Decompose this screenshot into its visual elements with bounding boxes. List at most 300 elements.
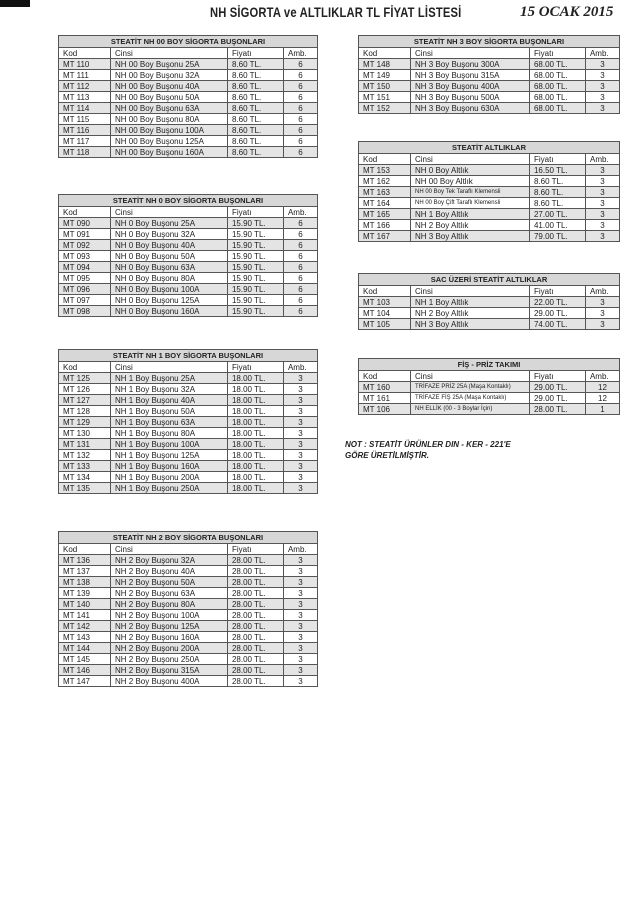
note-line: GÖRE ÜRETİLMİŞTİR. (345, 451, 429, 460)
column-header-kod: Kod (359, 48, 411, 59)
product-price: 29.00 TL. (529, 308, 585, 319)
product-code: MT 164 (359, 198, 411, 209)
package-qty: 6 (283, 92, 317, 103)
product-code: MT 166 (359, 220, 411, 231)
product-price: 29.00 TL. (529, 393, 585, 404)
product-name: NH 1 Boy Altlık (411, 297, 530, 308)
product-code: MT 134 (59, 472, 111, 483)
table-row (359, 308, 620, 319)
product-price: 8.60 TL. (529, 198, 585, 209)
product-price: 15.90 TL. (227, 295, 283, 306)
product-name: TRİFAZE FİŞ 25A (Maşa Kontaklı) (411, 393, 530, 404)
column-header-fiyati: Fiyatı (529, 286, 585, 297)
product-price: 8.60 TL. (529, 176, 585, 187)
column-header-fiyati: Fiyatı (227, 544, 283, 555)
product-price: 8.60 TL. (227, 125, 283, 136)
product-price: 8.60 TL. (227, 103, 283, 114)
section-nh0-fuses (58, 194, 318, 317)
product-code: MT 104 (359, 308, 411, 319)
product-name: NH 2 Boy Buşonu 315A (111, 665, 228, 676)
document-date: 15 OCAK 2015 (520, 4, 614, 20)
product-name: NH 1 Boy Buşonu 63A (111, 417, 228, 428)
product-name: NH 2 Boy Buşonu 125A (111, 621, 228, 632)
column-header-cinsi: Cinsi (111, 207, 228, 218)
product-name: NH 2 Boy Buşonu 63A (111, 588, 228, 599)
table-row (59, 577, 318, 588)
table-row (59, 483, 318, 494)
product-code: MT 115 (59, 114, 111, 125)
package-qty: 3 (283, 483, 317, 494)
product-name: NH 3 Boy Altlık (411, 319, 530, 330)
table-row (59, 81, 318, 92)
product-name: NH ELLİK (00 - 3 Boylar İçin) (411, 404, 530, 415)
package-qty: 3 (585, 92, 619, 103)
table-row (59, 566, 318, 577)
package-qty: 3 (283, 665, 317, 676)
product-code: MT 114 (59, 103, 111, 114)
product-code: MT 097 (59, 295, 111, 306)
product-price: 15.90 TL. (227, 273, 283, 284)
product-price: 22.00 TL. (529, 297, 585, 308)
table-row (59, 621, 318, 632)
product-name: NH 1 Boy Buşonu 40A (111, 395, 228, 406)
package-qty: 3 (283, 610, 317, 621)
product-name: NH 00 Boy Çift Taraflı Klemensli (411, 198, 530, 209)
section-title: STEATİT NH 0 BOY SİGORTA BUŞONLARI (59, 195, 318, 207)
product-price: 28.00 TL. (227, 676, 283, 687)
product-name: NH 0 Boy Buşonu 40A (111, 240, 228, 251)
product-code: MT 130 (59, 428, 111, 439)
product-code: MT 146 (59, 665, 111, 676)
product-price: 8.60 TL. (227, 81, 283, 92)
product-code: MT 161 (359, 393, 411, 404)
product-name: NH 1 Boy Buşonu 100A (111, 439, 228, 450)
package-qty: 6 (283, 218, 317, 229)
product-price: 8.60 TL. (227, 92, 283, 103)
section-bases (358, 141, 620, 242)
product-code: MT 125 (59, 373, 111, 384)
product-price: 28.00 TL. (227, 654, 283, 665)
product-price: 68.00 TL. (529, 92, 585, 103)
product-code: MT 138 (59, 577, 111, 588)
product-code: MT 098 (59, 306, 111, 317)
table-row (359, 165, 620, 176)
table-row (59, 406, 318, 417)
package-qty: 3 (283, 439, 317, 450)
table-row (59, 273, 318, 284)
product-name: NH 0 Boy Buşonu 125A (111, 295, 228, 306)
table-row (59, 676, 318, 687)
package-qty: 3 (283, 621, 317, 632)
package-qty: 1 (585, 404, 619, 415)
price-table (58, 531, 318, 687)
product-price: 28.00 TL. (227, 566, 283, 577)
table-row (59, 555, 318, 566)
product-code: MT 096 (59, 284, 111, 295)
column-header-fiyati: Fiyatı (227, 207, 283, 218)
product-price: 28.00 TL. (227, 621, 283, 632)
package-qty: 6 (283, 229, 317, 240)
product-name: NH 0 Boy Buşonu 50A (111, 251, 228, 262)
section-title: STEATİT NH 2 BOY SİGORTA BUŞONLARI (59, 532, 318, 544)
table-row (359, 393, 620, 404)
table-row (59, 599, 318, 610)
product-name: NH 1 Boy Altlık (411, 209, 530, 220)
package-qty: 3 (283, 417, 317, 428)
table-row (59, 103, 318, 114)
product-price: 18.00 TL. (227, 395, 283, 406)
product-code: MT 111 (59, 70, 111, 81)
product-name: NH 2 Boy Buşonu 160A (111, 632, 228, 643)
product-name: NH 2 Boy Buşonu 40A (111, 566, 228, 577)
product-price: 18.00 TL. (227, 472, 283, 483)
product-code: MT 092 (59, 240, 111, 251)
package-qty: 3 (585, 59, 619, 70)
product-code: MT 152 (359, 103, 411, 114)
table-row (59, 461, 318, 472)
product-code: MT 136 (59, 555, 111, 566)
table-row (359, 176, 620, 187)
product-code: MT 090 (59, 218, 111, 229)
package-qty: 3 (283, 395, 317, 406)
column-header-cinsi: Cinsi (411, 286, 530, 297)
table-row (59, 610, 318, 621)
product-name: NH 2 Boy Buşonu 80A (111, 599, 228, 610)
product-price: 18.00 TL. (227, 439, 283, 450)
table-row (359, 231, 620, 242)
price-table (358, 35, 620, 114)
package-qty: 6 (283, 59, 317, 70)
price-table (358, 141, 620, 242)
package-qty: 3 (585, 187, 619, 198)
product-code: MT 165 (359, 209, 411, 220)
package-qty: 3 (283, 428, 317, 439)
column-header-fiyati: Fiyatı (529, 154, 585, 165)
product-code: MT 149 (359, 70, 411, 81)
column-header-kod: Kod (59, 544, 111, 555)
table-row (359, 92, 620, 103)
product-name: NH 2 Boy Buşonu 200A (111, 643, 228, 654)
table-row (359, 198, 620, 209)
product-name: NH 1 Boy Buşonu 160A (111, 461, 228, 472)
product-price: 8.60 TL. (227, 70, 283, 81)
product-name: NH 1 Boy Buşonu 80A (111, 428, 228, 439)
section-nh2-fuses (58, 531, 318, 687)
price-table (58, 35, 318, 158)
table-row (59, 295, 318, 306)
table-row (59, 654, 318, 665)
package-qty: 6 (283, 295, 317, 306)
column-header-fiyati: Fiyatı (227, 362, 283, 373)
package-qty: 12 (585, 382, 619, 393)
product-name: NH 1 Boy Buşonu 32A (111, 384, 228, 395)
package-qty: 3 (283, 577, 317, 588)
product-code: MT 147 (59, 676, 111, 687)
table-row (359, 209, 620, 220)
product-price: 28.00 TL. (227, 555, 283, 566)
product-price: 18.00 TL. (227, 450, 283, 461)
product-code: MT 153 (359, 165, 411, 176)
product-name: TRİFAZE PRİZ 25A (Maşa Kontaklı) (411, 382, 530, 393)
note (345, 439, 525, 461)
column-header-cinsi: Cinsi (111, 48, 228, 59)
package-qty: 3 (585, 209, 619, 220)
table-row (59, 125, 318, 136)
product-price: 18.00 TL. (227, 417, 283, 428)
product-price: 8.60 TL. (227, 147, 283, 158)
section-title: SAC ÜZERİ STEATİT ALTLIKLAR (359, 274, 620, 286)
table-row (359, 187, 620, 198)
product-name: NH 2 Boy Buşonu 400A (111, 676, 228, 687)
product-price: 8.60 TL. (227, 114, 283, 125)
product-price: 15.90 TL. (227, 306, 283, 317)
product-price: 68.00 TL. (529, 59, 585, 70)
product-code: MT 132 (59, 450, 111, 461)
product-code: MT 144 (59, 643, 111, 654)
package-qty: 3 (283, 450, 317, 461)
column-header-kod: Kod (59, 362, 111, 373)
product-name: NH 00 Boy Tek Taraflı Klemensli (411, 187, 530, 198)
column-header-amb: Amb. (585, 286, 619, 297)
product-code: MT 127 (59, 395, 111, 406)
product-name: NH 1 Boy Buşonu 250A (111, 483, 228, 494)
package-qty: 3 (283, 643, 317, 654)
product-price: 28.00 TL. (227, 610, 283, 621)
product-name: NH 3 Boy Buşonu 630A (411, 103, 530, 114)
product-name: NH 0 Boy Buşonu 25A (111, 218, 228, 229)
table-row (59, 643, 318, 654)
table-row (59, 218, 318, 229)
product-price: 18.00 TL. (227, 483, 283, 494)
product-code: MT 095 (59, 273, 111, 284)
column-header-amb: Amb. (283, 48, 317, 59)
table-row (359, 103, 620, 114)
package-qty: 3 (283, 588, 317, 599)
product-code: MT 145 (59, 654, 111, 665)
table-row (359, 319, 620, 330)
column-header-cinsi: Cinsi (411, 371, 530, 382)
table-row (359, 220, 620, 231)
product-code: MT 150 (359, 81, 411, 92)
table-row (59, 417, 318, 428)
package-qty: 3 (283, 676, 317, 687)
package-qty: 12 (585, 393, 619, 404)
column-header-fiyati: Fiyatı (227, 48, 283, 59)
column-header-cinsi: Cinsi (411, 48, 530, 59)
package-qty: 6 (283, 125, 317, 136)
product-price: 18.00 TL. (227, 373, 283, 384)
product-name: NH 2 Boy Altlık (411, 308, 530, 319)
product-price: 27.00 TL. (529, 209, 585, 220)
product-price: 15.90 TL. (227, 284, 283, 295)
product-name: NH 0 Boy Buşonu 160A (111, 306, 228, 317)
table-row (59, 439, 318, 450)
column-header-kod: Kod (359, 286, 411, 297)
price-table (358, 358, 620, 415)
section-title: STEATİT ALTLIKLAR (359, 142, 620, 154)
table-row (59, 450, 318, 461)
product-code: MT 143 (59, 632, 111, 643)
product-code: MT 116 (59, 125, 111, 136)
product-code: MT 163 (359, 187, 411, 198)
product-code: MT 094 (59, 262, 111, 273)
table-row (59, 92, 318, 103)
product-price: 18.00 TL. (227, 461, 283, 472)
column-header-cinsi: Cinsi (111, 544, 228, 555)
product-price: 74.00 TL. (529, 319, 585, 330)
package-qty: 3 (585, 220, 619, 231)
product-name: NH 00 Boy Buşonu 125A (111, 136, 228, 147)
package-qty: 6 (283, 114, 317, 125)
table-row (359, 59, 620, 70)
section-plug-socket (358, 358, 620, 415)
table-row (59, 59, 318, 70)
product-name: NH 0 Boy Altlık (411, 165, 530, 176)
product-price: 8.60 TL. (529, 187, 585, 198)
column-header-cinsi: Cinsi (111, 362, 228, 373)
product-name: NH 3 Boy Buşonu 315A (411, 70, 530, 81)
column-header-kod: Kod (59, 48, 111, 59)
corner-mark (0, 0, 30, 7)
column-header-amb: Amb. (283, 544, 317, 555)
package-qty: 3 (585, 70, 619, 81)
product-price: 15.90 TL. (227, 240, 283, 251)
product-code: MT 142 (59, 621, 111, 632)
table-row (59, 472, 318, 483)
package-qty: 6 (283, 70, 317, 81)
product-price: 28.00 TL. (227, 588, 283, 599)
product-code: MT 141 (59, 610, 111, 621)
product-price: 29.00 TL. (529, 382, 585, 393)
product-name: NH 1 Boy Buşonu 25A (111, 373, 228, 384)
package-qty: 3 (585, 308, 619, 319)
product-name: NH 1 Boy Buşonu 125A (111, 450, 228, 461)
package-qty: 3 (283, 406, 317, 417)
package-qty: 6 (283, 103, 317, 114)
product-name: NH 0 Boy Buşonu 63A (111, 262, 228, 273)
table-row (59, 384, 318, 395)
column-header-amb: Amb. (585, 371, 619, 382)
product-price: 16.50 TL. (529, 165, 585, 176)
product-price: 15.90 TL. (227, 262, 283, 273)
product-name: NH 2 Boy Altlık (411, 220, 530, 231)
product-code: MT 093 (59, 251, 111, 262)
table-row (359, 70, 620, 81)
table-row (59, 70, 318, 81)
column-header-kod: Kod (59, 207, 111, 218)
product-price: 68.00 TL. (529, 70, 585, 81)
product-price: 68.00 TL. (529, 81, 585, 92)
section-title: STEATİT NH 3 BOY SİGORTA BUŞONLARI (359, 36, 620, 48)
table-row (59, 284, 318, 295)
product-code: MT 167 (359, 231, 411, 242)
product-code: MT 137 (59, 566, 111, 577)
product-name: NH 00 Boy Altlık (411, 176, 530, 187)
table-row (59, 588, 318, 599)
product-code: MT 135 (59, 483, 111, 494)
table-row (59, 240, 318, 251)
product-code: MT 113 (59, 92, 111, 103)
product-code: MT 162 (359, 176, 411, 187)
product-price: 15.90 TL. (227, 218, 283, 229)
column-header-kod: Kod (359, 371, 411, 382)
product-price: 8.60 TL. (227, 59, 283, 70)
price-table (58, 194, 318, 317)
product-name: NH 0 Boy Buşonu 100A (111, 284, 228, 295)
table-row (59, 229, 318, 240)
section-nh3-fuses (358, 35, 620, 114)
table-row (59, 136, 318, 147)
product-code: MT 140 (59, 599, 111, 610)
package-qty: 3 (283, 373, 317, 384)
column-header-amb: Amb. (283, 207, 317, 218)
package-qty: 6 (283, 81, 317, 92)
product-name: NH 1 Boy Buşonu 200A (111, 472, 228, 483)
product-code: MT 160 (359, 382, 411, 393)
product-name: NH 00 Boy Buşonu 32A (111, 70, 228, 81)
product-name: NH 3 Boy Buşonu 400A (411, 81, 530, 92)
table-row (59, 147, 318, 158)
package-qty: 3 (283, 555, 317, 566)
product-code: MT 129 (59, 417, 111, 428)
product-name: NH 0 Boy Buşonu 80A (111, 273, 228, 284)
column-header-kod: Kod (359, 154, 411, 165)
package-qty: 6 (283, 136, 317, 147)
section-title: STEATİT NH 1 BOY SİGORTA BUŞONLARI (59, 350, 318, 362)
package-qty: 3 (283, 384, 317, 395)
table-row (359, 297, 620, 308)
product-code: MT 106 (359, 404, 411, 415)
product-name: NH 2 Boy Buşonu 250A (111, 654, 228, 665)
table-row (59, 428, 318, 439)
product-price: 28.00 TL. (227, 643, 283, 654)
product-name: NH 00 Boy Buşonu 50A (111, 92, 228, 103)
package-qty: 6 (283, 284, 317, 295)
package-qty: 6 (283, 240, 317, 251)
product-code: MT 112 (59, 81, 111, 92)
product-name: NH 00 Boy Buşonu 25A (111, 59, 228, 70)
product-name: NH 2 Boy Buşonu 50A (111, 577, 228, 588)
product-price: 15.90 TL. (227, 251, 283, 262)
table-row (59, 665, 318, 676)
product-code: MT 103 (359, 297, 411, 308)
package-qty: 6 (283, 147, 317, 158)
package-qty: 3 (283, 654, 317, 665)
product-code: MT 148 (359, 59, 411, 70)
product-price: 28.00 TL. (227, 665, 283, 676)
product-code: MT 110 (59, 59, 111, 70)
product-name: NH 00 Boy Buşonu 63A (111, 103, 228, 114)
product-name: NH 2 Boy Buşonu 32A (111, 555, 228, 566)
product-price: 79.00 TL. (529, 231, 585, 242)
column-header-amb: Amb. (283, 362, 317, 373)
package-qty: 6 (283, 273, 317, 284)
product-price: 15.90 TL. (227, 229, 283, 240)
package-qty: 3 (585, 165, 619, 176)
column-header-amb: Amb. (585, 154, 619, 165)
product-price: 28.00 TL. (529, 404, 585, 415)
price-table (358, 273, 620, 330)
product-name: NH 3 Boy Buşonu 300A (411, 59, 530, 70)
section-title: FİŞ - PRİZ TAKIMI (359, 359, 620, 371)
product-price: 41.00 TL. (529, 220, 585, 231)
package-qty: 3 (585, 319, 619, 330)
table-row (359, 382, 620, 393)
product-price: 18.00 TL. (227, 384, 283, 395)
product-name: NH 3 Boy Altlık (411, 231, 530, 242)
product-price: 18.00 TL. (227, 428, 283, 439)
package-qty: 3 (585, 176, 619, 187)
